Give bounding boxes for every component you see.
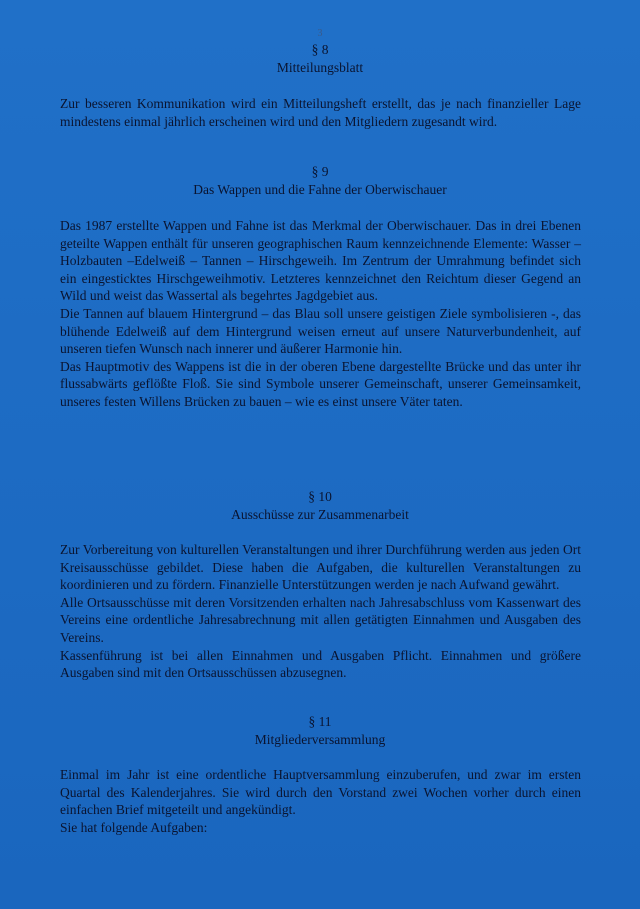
paragraph: Sie hat folgende Aufgaben: <box>60 819 208 835</box>
paragraph: Zur Vorbereitung von kulturellen Veranstaltungen und ihrer Durchführung werden aus jeden Ort Kreisausschüsse gebildet. Diese haben die Aufgaben, die kulturellen Veranstaltungen zu koordinieren und zu fördern. Finanzielle Unterstützungen werden je nach Aufwand gewährt. <box>60 542 581 593</box>
paragraph: Zur besseren Kommunikation wird ein Mitteilungsheft erstellt, das je nach finanzieller Lage mindestens einmal jährlich erscheinen wird und den Mitgliedern zugesandt wird. <box>60 96 581 129</box>
page-number: 3 <box>317 28 323 39</box>
paragraph: Das 1987 erstellte Wappen und Fahne ist das Merkmal der Oberwischauer. Das in drei Ebenen geteilte Wappen enthält für unseren geographischen Raum kennzeichnende Elemente: Wasser – Holzbauten –Edelweiß – Tannen – Hirschgeweih. Im Zentrum der Umrahmung befindet sich ein eingesticktes Hirschgeweihmotiv. Letzteres kennzeichnet den Reichtum dieser Gegend an Wild und weist das Wassertal als begehrtes Jagdgebiet aus. <box>60 218 581 304</box>
section-number: § 9 <box>311 164 329 179</box>
section-title: Mitgliederversammlung <box>254 732 386 747</box>
section-number: § 8 <box>311 42 329 57</box>
paragraph: Das Hauptmotiv des Wappens ist die in der oberen Ebene dargestellte Brücke und das unter ihr flussabwärts geflößte Floß. Sie sind Symbole unserer Gemeinschaft, unserer Gemeinsamkeit, unseres festen Willens Brücken zu bauen – wie es einst unsere Väter taten. <box>60 358 581 409</box>
section-number: § 11 <box>308 714 332 729</box>
paragraph: Alle Ortsausschüsse mit deren Vorsitzenden erhalten nach Jahresabschluss vom Kassenwart des Vereins eine ordentliche Jahresabrechnung mit allen getätigten Einnahmen und Ausgaben des Vereins. <box>60 594 581 645</box>
section-8-heading <box>0 41 640 77</box>
paragraph: Kassenführung ist bei allen Einnahmen und Ausgaben Pflicht. Einnahmen und größere Ausgaben sind mit den Ortsausschüssen abzusegnen. <box>60 647 581 681</box>
paragraph: Einmal im Jahr ist eine ordentliche Hauptversammlung einzuberufen, und zwar im ersten Quartal des Kalenderjahres. Sie wird durch den Vorstand zwei Wochen vorher durch einen einfachen Brief mitgeteilt und angekündigt. <box>60 767 581 818</box>
section-11-heading <box>0 713 640 749</box>
section-title: Mitteilungsblatt <box>276 60 364 75</box>
section-8-body <box>60 95 581 130</box>
section-10-heading <box>0 488 640 524</box>
section-10-body <box>60 541 581 682</box>
section-title: Das Wappen und die Fahne der Oberwischauer <box>193 182 447 197</box>
section-number: § 10 <box>308 489 332 504</box>
section-11-body <box>60 766 581 836</box>
section-title: Ausschüsse zur Zusammenarbeit <box>231 507 409 522</box>
section-9-body <box>60 217 581 411</box>
paragraph: Die Tannen auf blauem Hintergrund – das Blau soll unsere geistigen Ziele symbolisieren -, das blühende Edelweiß auf dem Hintergrund weisen erneut auf unsere Naturverbundenheit, auf unseren tiefen Wunsch nach innerer und äußerer Harmonie hin. <box>60 305 581 357</box>
section-9-heading <box>0 163 640 199</box>
